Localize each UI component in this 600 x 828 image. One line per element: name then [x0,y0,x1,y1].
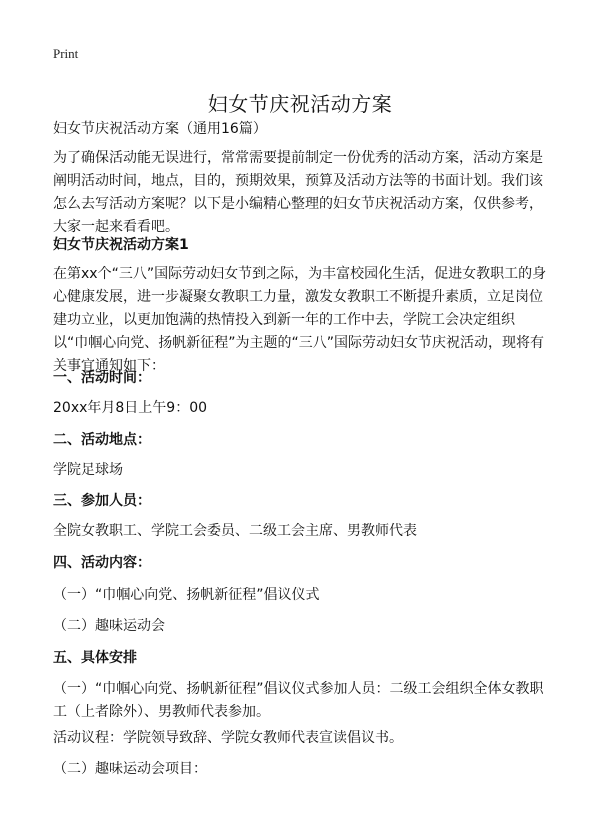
activity-content-heading: 四、活动内容： [53,555,151,571]
print-link[interactable]: Print [53,46,79,61]
arrangement-heading: 五、具体安排 [53,650,137,666]
arrangement-item-1: （一）“巾帼心向党、扬帆新征程”倡议仪式参加人员：二级工会组织全体女教职工（上者除外）、男教师代表参加。 [53,681,544,720]
intro-paragraph: 为了确保活动能无误进行，常常需要提前制定一份优秀的活动方案，活动方案是阐明活动时间，地点，目的，预期效果，预算及活动方法等的书面计划。我们该怎么去写活动方案呢？以下是小编精心整理的妇女节庆祝活动方案，仅供参考，大家一起来看看吧。 [53,150,543,235]
participants-heading: 三、参加人员： [53,493,151,509]
participants-value: 全院女教职工、学院工会委员、二级工会主席、男教师代表 [53,523,417,539]
activity-time-value: 20xx年月8日上午9：00 [53,400,208,416]
section-title: 妇女节庆祝活动方案1 [53,237,189,253]
page-title: 妇女节庆祝活动方案 [207,92,393,117]
activity-content-item-1: （一）“巾帼心向党、扬帆新征程”倡议仪式 [53,587,320,603]
section-intro-paragraph: 在第xx个“三八”国际劳动妇女节到之际，为丰富校园化生活，促进女教职工的身心健康发展，进一步凝聚女教职工力量，激发女教职工不断提升素质，立足岗位建功立业，以更加饱满的热情投入到新一年的工作中去，学院工会决定组织以“巾帼心向党、扬帆新征程”为主题的“三八”国际劳动妇女节庆祝活动，现将有关事宜通知如下： [53,266,547,374]
agenda-paragraph: 活动议程：学院领导致辞、学院女教师代表宣读倡议书。 [53,730,403,746]
activity-place-value: 学院足球场 [53,462,123,478]
activity-content-item-2: （二）趣味运动会 [53,618,165,634]
activity-time-heading: 一、活动时间： [53,370,151,386]
arrangement-item-2: （二）趣味运动会项目： [53,761,207,777]
document-subtitle: 妇女节庆祝活动方案（通用16篇） [53,121,267,137]
activity-place-heading: 二、活动地点： [53,432,151,448]
